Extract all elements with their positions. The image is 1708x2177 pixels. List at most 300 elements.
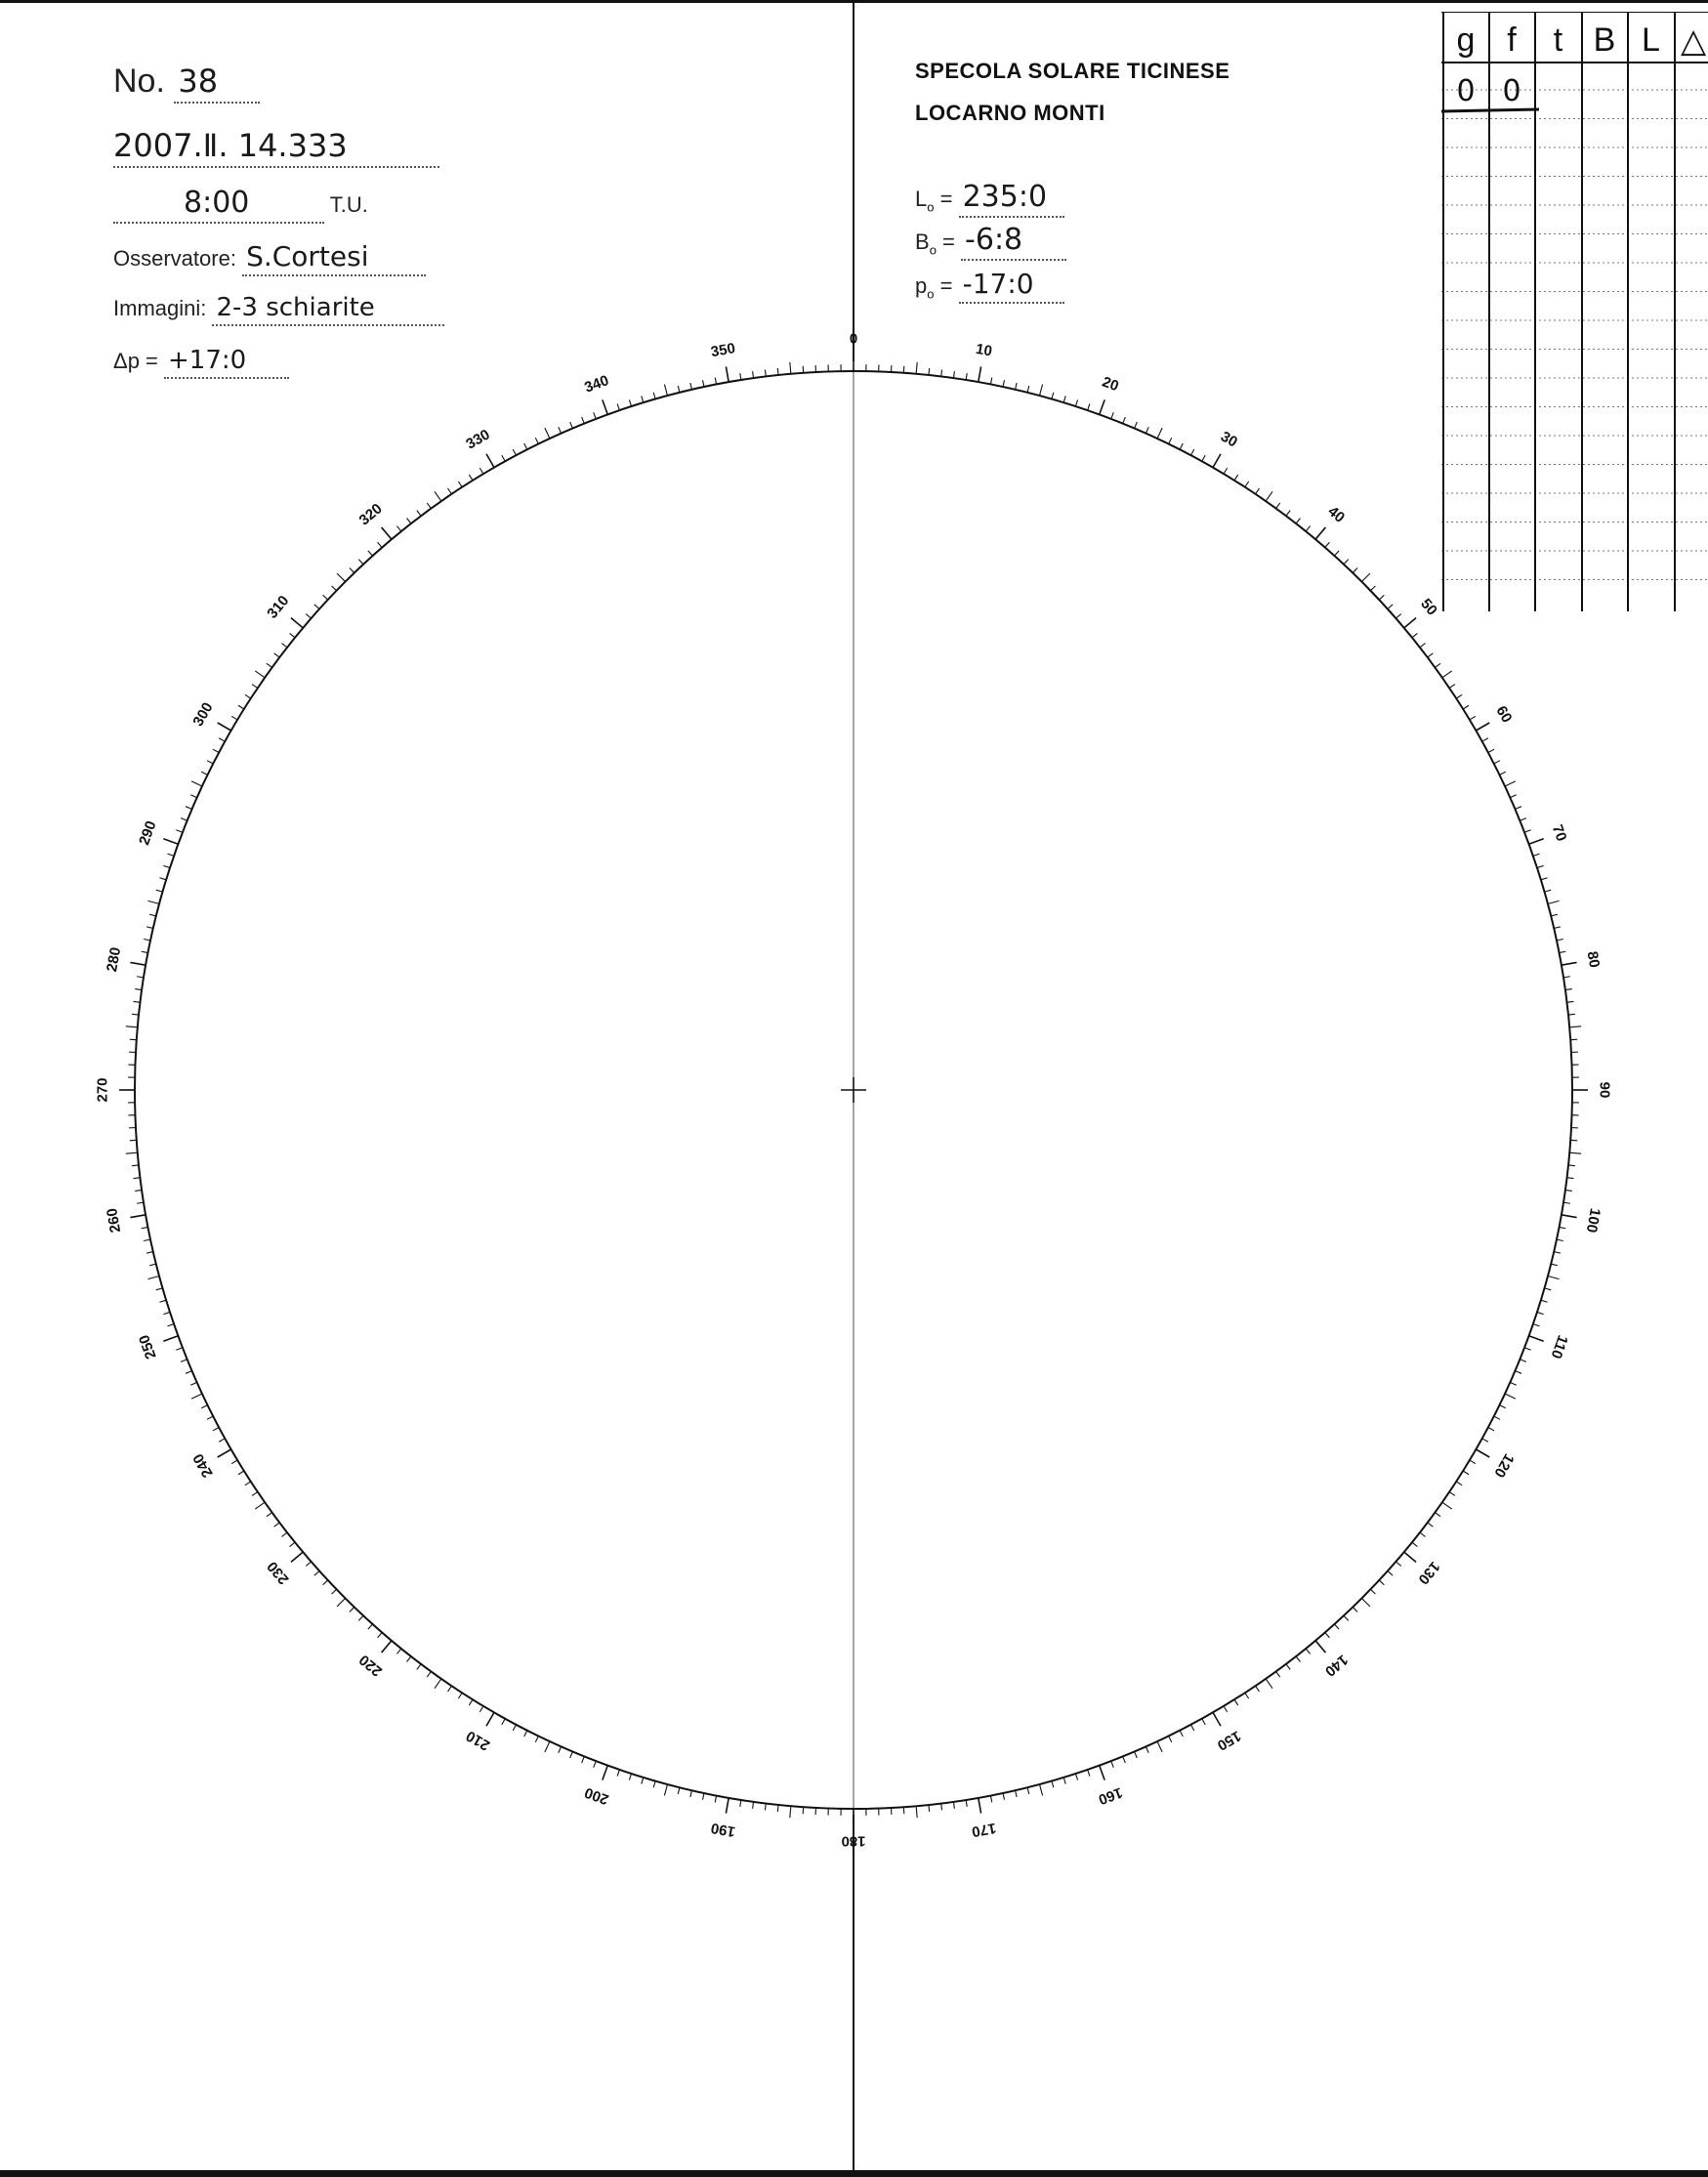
angle-tick: [368, 1624, 373, 1629]
angle-tick: [1353, 568, 1357, 573]
angle-tick: [1315, 527, 1325, 539]
angle-tick: [147, 1276, 159, 1278]
angle-tick: [1315, 1641, 1325, 1653]
angle-tick: [134, 1001, 141, 1002]
angle-tick: [1039, 1784, 1042, 1796]
angle-label: 220: [355, 1651, 386, 1680]
angle-tick: [1016, 383, 1018, 390]
angle-tick: [358, 1615, 363, 1620]
angle-tick: [238, 705, 244, 709]
B0-subscript: o: [929, 242, 937, 258]
angle-tick: [990, 1795, 991, 1802]
angle-tick: [1027, 1787, 1029, 1794]
angle-tick: [703, 1793, 704, 1800]
angle-tick: [1039, 384, 1042, 396]
angle-tick: [582, 417, 585, 423]
angle-tick: [1191, 449, 1194, 455]
angle-tick: [1088, 1770, 1090, 1777]
angle-tick: [1135, 1751, 1138, 1757]
angle-tick: [603, 1766, 607, 1780]
L0-label: L: [915, 187, 928, 211]
angle-tick: [314, 1570, 319, 1575]
angle-tick: [1234, 1699, 1238, 1705]
angle-tick: [1370, 1589, 1375, 1594]
angle-tick: [1565, 989, 1572, 990]
angle-label: 150: [1214, 1727, 1244, 1754]
angle-tick: [149, 914, 156, 916]
angle-label: 40: [1324, 503, 1349, 526]
angle-tick: [1306, 526, 1310, 531]
angle-tick: [1100, 399, 1104, 414]
observer-label: Osservatore:: [113, 246, 236, 271]
angle-tick: [1524, 1348, 1531, 1351]
p0-equals: =: [939, 273, 953, 298]
angle-tick: [314, 605, 319, 609]
observatory-location: LOCARNO MONTI: [915, 101, 1105, 125]
angle-tick: [1353, 1607, 1357, 1612]
angle-tick: [1344, 1615, 1349, 1620]
angle-tick: [1544, 1288, 1551, 1290]
angle-tick: [1296, 1656, 1300, 1662]
angle-label: 100: [1582, 1206, 1604, 1235]
angle-tick: [382, 527, 392, 539]
angle-tick: [1557, 1239, 1563, 1240]
angle-tick: [1505, 781, 1516, 786]
angle-tick: [653, 393, 655, 399]
angle-tick: [1456, 1482, 1462, 1486]
angle-tick: [417, 511, 421, 517]
angle-tick: [167, 854, 174, 856]
angle-tick: [448, 1686, 452, 1692]
angle-tick: [156, 890, 163, 892]
angle-tick: [1537, 1312, 1544, 1314]
angle-tick: [163, 1336, 178, 1341]
angle-tick: [231, 1460, 237, 1464]
angle-tick: [219, 738, 225, 741]
angle-tick: [966, 1800, 967, 1807]
angle-tick: [191, 781, 202, 786]
angle-label: 190: [709, 1819, 737, 1840]
angle-tick: [323, 1580, 328, 1585]
angle-label: 90: [1596, 1081, 1613, 1099]
angle-tick: [167, 1324, 174, 1326]
angle-tick: [142, 951, 148, 952]
angle-tick: [332, 1589, 337, 1594]
angle-tick: [130, 962, 146, 965]
angle-tick: [245, 1482, 251, 1486]
angle-label: 250: [136, 1332, 160, 1361]
angle-tick: [245, 694, 251, 698]
angle-tick: [916, 1806, 917, 1818]
angle-tick: [570, 1751, 573, 1757]
angle-tick: [306, 614, 311, 619]
angle-tick: [559, 427, 562, 433]
angle-label: 320: [355, 500, 386, 529]
angle-tick: [1052, 393, 1054, 399]
angle-tick: [1404, 1552, 1416, 1562]
angle-tick: [664, 1784, 667, 1796]
angle-tick: [513, 449, 516, 455]
p0-subscript: o: [927, 286, 935, 302]
angle-tick: [765, 1804, 766, 1811]
angle-tick: [1482, 738, 1488, 741]
angle-label: 300: [189, 699, 217, 730]
p0-label: p: [915, 273, 928, 298]
angle-tick: [350, 1607, 354, 1612]
images-value: 2-3 schiarite: [212, 293, 444, 326]
angle-tick: [777, 368, 778, 375]
L0-subscript: o: [927, 199, 935, 215]
angle-tick: [290, 1542, 295, 1546]
angle-tick: [1529, 839, 1544, 844]
angle-tick: [1482, 1439, 1488, 1442]
angle-tick: [1562, 1215, 1577, 1218]
L0-value: 235:0: [959, 180, 1064, 218]
angle-tick: [1052, 1780, 1054, 1787]
angle-label: 170: [970, 1819, 998, 1840]
angle-label: 180: [841, 1832, 866, 1850]
angle-tick: [1412, 1542, 1417, 1546]
angle-tick: [186, 807, 191, 810]
angle-tick: [486, 454, 494, 468]
angle-tick: [1063, 1778, 1065, 1784]
angle-tick: [213, 1428, 219, 1431]
angle-tick: [1063, 396, 1065, 402]
angle-label: 30: [1218, 428, 1240, 451]
angle-tick: [448, 488, 452, 494]
angle-tick: [1563, 977, 1570, 978]
angle-tick: [1524, 830, 1531, 833]
angle-tick: [1202, 455, 1205, 461]
angle-tick: [1266, 491, 1272, 501]
angle-tick: [979, 366, 981, 382]
angle-tick: [1325, 542, 1330, 547]
angle-tick: [1559, 1227, 1565, 1228]
angle-tick: [176, 1348, 183, 1351]
angle-tick: [252, 685, 258, 689]
angle-tick: [740, 1800, 741, 1807]
angle-tick: [1361, 1598, 1369, 1606]
angle-tick: [1456, 694, 1462, 698]
angle-tick: [1325, 1632, 1330, 1637]
angle-tick: [1003, 380, 1004, 387]
table-header-t: t: [1553, 21, 1563, 59]
angle-tick: [726, 1798, 729, 1814]
angle-tick: [642, 396, 644, 402]
angle-label: 330: [463, 426, 493, 453]
angle-tick: [190, 1382, 196, 1385]
angle-tick: [479, 468, 483, 474]
angle-tick: [1123, 417, 1126, 423]
angle-tick: [149, 1264, 156, 1266]
angle-tick: [306, 1562, 311, 1567]
table-dotted-rows: [1441, 90, 1708, 580]
angle-tick: [1488, 749, 1494, 752]
angle-tick: [594, 1761, 597, 1768]
table-value-f: 0: [1502, 74, 1521, 108]
angle-tick: [1551, 1264, 1558, 1266]
angle-tick: [1568, 1165, 1575, 1166]
angle-tick: [255, 1502, 265, 1509]
angle-tick: [1548, 1276, 1560, 1278]
angle-tick: [1396, 614, 1400, 619]
angle-tick: [1563, 1202, 1570, 1203]
angle-tick: [156, 1288, 163, 1290]
angle-tick: [790, 362, 791, 374]
angle-tick: [1435, 663, 1440, 667]
angle-tick: [1463, 1471, 1469, 1475]
angle-tick: [582, 1756, 585, 1762]
angle-tick: [1388, 1570, 1393, 1575]
angle-tick: [524, 443, 527, 449]
angle-tick: [1488, 1428, 1494, 1431]
table-value-g: 0: [1456, 74, 1476, 108]
angle-tick: [252, 1492, 258, 1496]
angle-tick: [703, 380, 704, 387]
angle-label: 80: [1583, 949, 1604, 970]
angle-tick: [1510, 795, 1516, 798]
angle-tick: [1529, 1336, 1544, 1341]
angle-tick: [1442, 671, 1452, 678]
angle-tick: [1420, 1532, 1426, 1536]
angle-label: 310: [264, 592, 293, 622]
angle-tick: [407, 519, 411, 524]
angle-tick: [1202, 1719, 1205, 1725]
angle-tick: [524, 1731, 527, 1737]
angle-tick: [378, 1632, 383, 1637]
angle-tick: [1296, 519, 1300, 524]
angle-tick: [1334, 1624, 1339, 1629]
B0-label: B: [915, 230, 930, 254]
angle-tick: [1544, 890, 1551, 892]
B0-value: -6:8: [961, 223, 1066, 261]
angle-tick: [1286, 1664, 1290, 1670]
table-header-L: L: [1642, 21, 1660, 59]
angle-tick: [1245, 1693, 1249, 1698]
angle-tick: [1224, 1706, 1228, 1712]
angle-tick: [201, 1405, 207, 1408]
angle-tick: [219, 1439, 225, 1442]
angle-tick: [1344, 560, 1349, 565]
angle-tick: [267, 1513, 272, 1517]
angle-label: 340: [582, 372, 611, 397]
table-underline-mark: [1441, 109, 1539, 111]
angle-tick: [570, 422, 573, 428]
angle-tick: [1306, 1649, 1310, 1654]
angle-tick: [350, 568, 354, 573]
angle-tick: [144, 1239, 150, 1240]
angle-label: 230: [264, 1558, 293, 1588]
angle-tick: [603, 399, 607, 414]
angle-label: 50: [1417, 595, 1440, 619]
angle-tick: [207, 1416, 213, 1419]
angle-tick: [132, 1165, 139, 1166]
angle-label: 10: [974, 340, 994, 360]
angle-tick: [1027, 386, 1029, 393]
angle-tick: [629, 399, 631, 406]
angle-tick: [664, 384, 667, 396]
angle-tick: [144, 940, 150, 941]
observer-value: S.Cortesi: [242, 240, 426, 276]
p0-value: -17:0: [959, 268, 1064, 304]
angle-tick: [486, 1712, 494, 1726]
angle-label: 70: [1548, 822, 1570, 844]
angle-tick: [1146, 1746, 1148, 1752]
angle-tick: [201, 772, 207, 775]
angle-tick: [953, 1802, 954, 1809]
angle-tick: [1476, 723, 1489, 731]
angle-tick: [594, 412, 597, 419]
angle-tick: [267, 663, 272, 667]
angle-tick: [1510, 1382, 1516, 1385]
angle-tick: [1494, 1416, 1500, 1419]
number-label: No.: [113, 63, 165, 100]
angle-tick: [323, 595, 328, 600]
angle-tick: [1088, 403, 1090, 410]
angle-tick: [1557, 940, 1563, 941]
angle-tick: [753, 1802, 754, 1809]
angle-tick: [1533, 854, 1540, 856]
angle-tick: [1494, 761, 1500, 764]
angle-tick: [502, 1719, 505, 1725]
angle-tick: [1568, 1014, 1575, 1015]
L0-equals: =: [939, 187, 953, 211]
angle-tick: [1449, 685, 1455, 689]
angle-tick: [135, 1190, 142, 1191]
angle-tick: [1559, 951, 1565, 952]
angle-tick: [1100, 1766, 1104, 1780]
angle-tick: [1541, 878, 1548, 880]
angle-tick: [1334, 551, 1339, 556]
time-unit: T.U.: [329, 192, 368, 217]
angle-tick: [715, 378, 716, 385]
angle-tick: [291, 1552, 303, 1562]
angle-tick: [132, 1014, 139, 1015]
angle-tick: [535, 1737, 538, 1742]
angle-tick: [1505, 1394, 1516, 1399]
angle-tick: [1169, 1737, 1172, 1742]
angle-tick: [1537, 865, 1544, 867]
angle-tick: [213, 749, 219, 752]
angle-tick: [1554, 927, 1561, 929]
angle-tick: [617, 1770, 619, 1777]
angle-tick: [469, 475, 473, 481]
angle-tick: [1388, 605, 1393, 609]
angle-tick: [1551, 914, 1558, 916]
angle-tick: [458, 1693, 462, 1698]
angle-tick: [458, 481, 462, 487]
angle-tick: [1463, 705, 1469, 709]
angle-tick: [147, 900, 159, 903]
angle-tick: [1180, 443, 1183, 449]
angle-tick: [137, 977, 144, 978]
angle-tick: [159, 1300, 166, 1302]
angle-tick: [378, 542, 383, 547]
angle-tick: [1266, 1679, 1272, 1689]
angle-label: 60: [1492, 703, 1516, 726]
angle-tick: [282, 644, 288, 648]
angle-tick: [207, 761, 213, 764]
angle-tick: [163, 865, 170, 867]
table-col-line-4: [1627, 12, 1629, 611]
angle-tick: [231, 716, 237, 720]
angle-tick: [1548, 900, 1560, 903]
table-col-line-5: [1674, 12, 1676, 611]
angle-tick: [163, 1312, 170, 1314]
angle-tick: [690, 1790, 692, 1797]
angle-label: 260: [104, 1206, 125, 1235]
angle-tick: [1111, 412, 1114, 419]
angle-tick: [1567, 1001, 1574, 1002]
angle-tick: [1500, 772, 1506, 775]
angle-tick: [1533, 1324, 1540, 1326]
angle-tick: [1435, 1513, 1440, 1517]
angle-tick: [617, 403, 619, 410]
angle-tick: [1213, 454, 1221, 468]
angle-tick: [1111, 1761, 1114, 1768]
angle-label: 110: [1547, 1332, 1571, 1361]
angle-tick: [1286, 511, 1290, 517]
angle-tick: [715, 1795, 716, 1802]
angle-tick: [535, 438, 538, 443]
angle-tick: [1276, 1671, 1280, 1677]
angle-tick: [368, 551, 373, 556]
angle-tick: [159, 878, 166, 880]
angle-tick: [1420, 644, 1426, 648]
angle-tick: [291, 618, 303, 628]
angle-tick: [1075, 1774, 1077, 1780]
angle-tick: [690, 383, 692, 390]
angle-tick: [142, 1227, 148, 1228]
angle-tick: [1256, 488, 1260, 494]
angle-tick: [1169, 438, 1172, 443]
angle-tick: [653, 1780, 655, 1787]
angle-tick: [929, 368, 930, 375]
angle-tick: [191, 1394, 202, 1399]
date-value: 2007.Ⅱ. 14.333: [113, 127, 439, 168]
angle-tick: [218, 723, 231, 731]
angle-tick: [130, 1215, 146, 1218]
angle-tick: [966, 373, 967, 380]
angle-tick: [274, 1523, 280, 1527]
angle-tick: [1404, 618, 1416, 628]
angle-tick: [790, 1806, 791, 1818]
angle-tick: [1565, 1190, 1572, 1191]
angle-tick: [1157, 428, 1162, 439]
angle-tick: [545, 1741, 550, 1752]
angle-tick: [765, 370, 766, 377]
angle-tick: [1276, 503, 1280, 509]
angle-tick: [181, 818, 187, 821]
angle-tick: [1515, 807, 1521, 810]
angle-tick: [337, 1598, 345, 1606]
B0-equals: =: [942, 230, 955, 254]
angle-tick: [1569, 1152, 1581, 1153]
angle-tick: [1123, 1756, 1126, 1762]
angle-tick: [176, 830, 183, 833]
angle-tick: [1379, 595, 1384, 600]
angle-tick: [629, 1774, 631, 1780]
angle-tick: [678, 1787, 680, 1794]
angle-tick: [753, 371, 754, 378]
angle-tick: [1180, 1731, 1183, 1737]
angle-tick: [1567, 1178, 1574, 1179]
angle-tick: [941, 1804, 942, 1811]
angle-tick: [218, 1449, 231, 1457]
angle-label: 130: [1414, 1558, 1443, 1588]
angle-tick: [1500, 1405, 1506, 1408]
angle-tick: [777, 1805, 778, 1812]
